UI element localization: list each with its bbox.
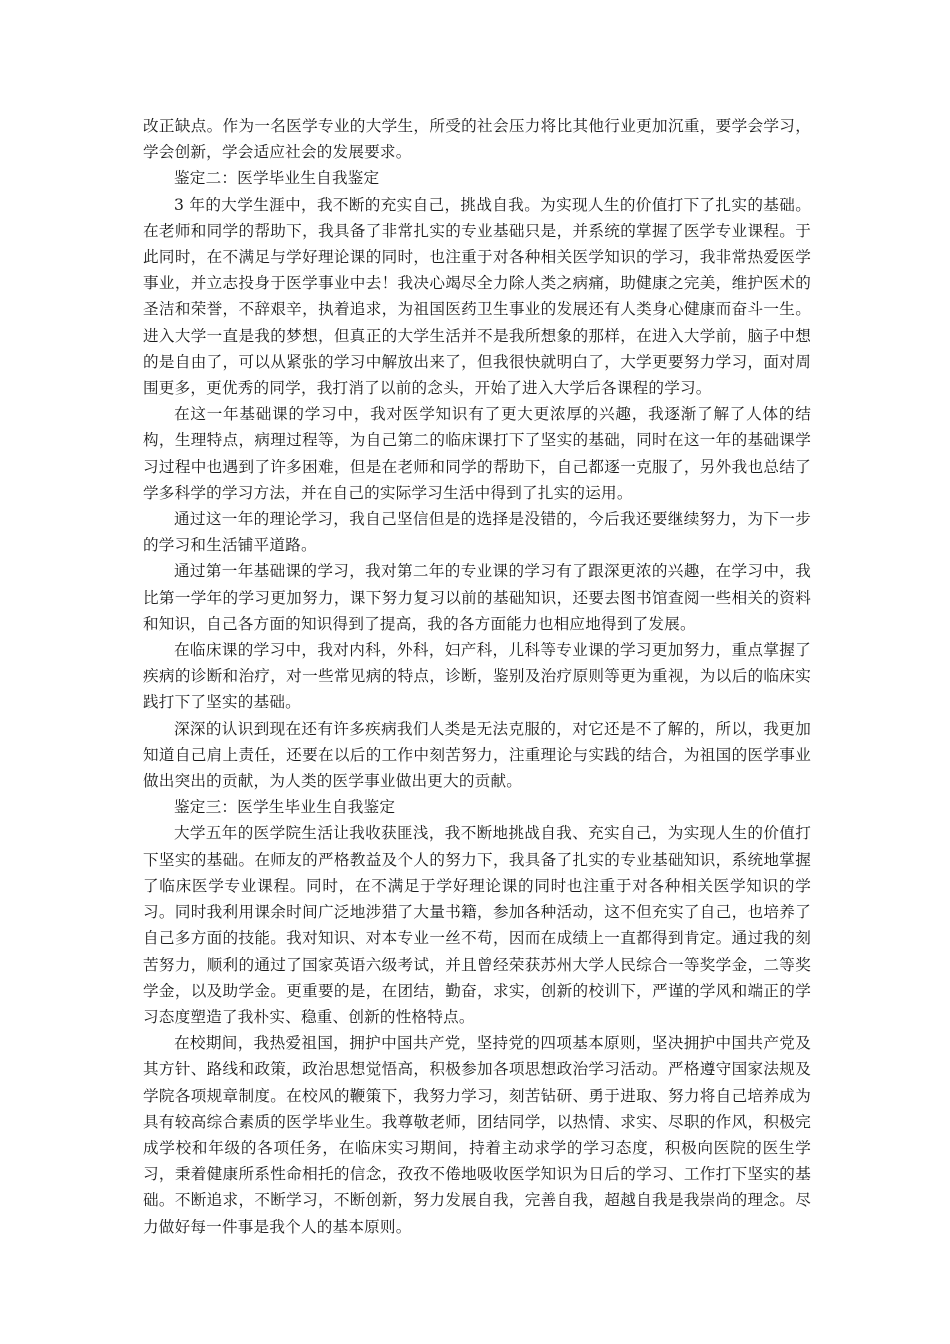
paragraph: 在临床课的学习中，我对内科，外科，妇产科，儿科等专业课的学习更加努力，重点掌握了疾病的诊断和治疗，对一些常见病的特点，诊断，鉴别及治疗原则等更为重视，为以后的临床实践打下了坚实的基础。 <box>143 641 811 712</box>
paragraph: 深深的认识到现在还有许多疾病我们人类是无法克服的，对它还是不了解的，所以，我更加知道自己肩上责任，还要在以后的工作中刻苦努力，注重理论与实践的结合，为祖国的医学事业做出突出的贡献，为人类的医学事业做出更大的贡献。 <box>143 719 811 791</box>
paragraph: 通过这一年的理论学习，我自己坚信但是的选择是没错的，今后我还要继续努力，为下一步的学习和生活铺平道路。 <box>143 510 811 555</box>
paragraph: 通过第一年基础课的学习，我对第二年的专业课的学习有了跟深更浓的兴趣，在学习中，我比第一学年的学习更加努力，课下努力复习以前的基础知识，还要去图书馆查阅一些相关的资料和知识，自己各方面的知识得到了提高，我的各方面能力也相应地得到了发展。 <box>143 562 811 633</box>
document-body <box>143 113 811 1240</box>
paragraph: 3 年的大学生涯中，我不断的充实自己，挑战自我。为实现人生的价值打下了扎实的基础。在老师和同学的帮助下，我具备了非常扎实的专业基础只是，并系统的掌握了医学专业课程。于此同时，在不满足与学好理论课的同时，也注重于对各种相关医学知识的学习，我非常热爱医学事业，并立志投身于医学事业中去！我决心竭尽全力除人类之病痛，助健康之完美，维护医术的圣洁和荣誉，不辞艰辛，执着追求，为祖国医药卫生事业的发展还有人类身心健康而奋斗一生。进入大学一直是我的梦想，但真正的大学生活并不是我所想象的那样，在进入大学前，脑子中想的是自由了，可以从紧张的学习中解放出来了，但我很快就明白了，大学更要努力学习，面对周围更多，更优秀的同学，我打消了以前的念头，开始了进入大学后各课程的学习。 <box>143 195 811 398</box>
paragraph: 在校期间，我热爱祖国，拥护中国共产党，坚持党的四项基本原则，坚决拥护中国共产党及其方针、路线和政策，政治思想觉悟高，积极参加各项思想政治学习活动。严格遵守国家法规及学院各项规章制度。在校风的鞭策下，我努力学习，刻苦钻研、勇于进取、努力将自己培养成为具有较高综合素质的医学毕业生。我尊敬老师，团结同学，以热情、求实、尽职的作风，积极完成学校和年级的各项任务，在临床实习期间，持着主动求学的学习态度，积极向医院的医生学习，秉着健康所系性命相托的信念，孜孜不倦地吸收医学知识为日后的学习、工作打下坚实的基础。不断追求，不断学习，不断创新，努力发展自我，完善自我，超越自我是我崇尚的理念。尽力做好每一件事是我个人的基本原则。 <box>143 1034 811 1236</box>
section-heading: 鉴定二：医学毕业生自我鉴定 <box>174 169 380 188</box>
section-heading: 鉴定三：医学生毕业生自我鉴定 <box>174 798 396 817</box>
paragraph: 在这一年基础课的学习中，我对医学知识有了更大更浓厚的兴趣，我逐渐了解了人体的结构，生理特点，病理过程等，为自己第二的临床课打下了坚实的基础，同时在这一年的基础课学习过程中也遇到了许多困难，但是在老师和同学的帮助下，自己都逐一克服了，另外我也总结了学多科学的学习方法，并在自己的实际学习生活中得到了扎实的运用。 <box>143 405 811 502</box>
paragraph: 改正缺点。作为一名医学专业的大学生，所受的社会压力将比其他行业更加沉重，要学会学习，学会创新，学会适应社会的发展要求。 <box>143 117 811 162</box>
paragraph: 大学五年的医学院生活让我收获匪浅，我不断地挑战自我、充实自己，为实现人生的价值打下坚实的基础。在师友的严格教益及个人的努力下，我具备了扎实的专业基础知识，系统地掌握了临床医学专业课程。同时，在不满足于学好理论课的同时也注重于对各种相关医学知识的学习。同时我利用课余时间广泛地涉猎了大量书籍，参加各种活动，这不但充实了自己，也培养了自己多方面的技能。我对知识、对本专业一丝不苟，因而在成绩上一直都得到肯定。通过我的刻苦努力，顺利的通过了国家英语六级考试，并且曾经荣获苏州大学人民综合一等奖学金，二等奖学金，以及助学金。更重要的是，在团结，勤奋，求实，创新的校训下，严谨的学风和端正的学习态度塑造了我朴实、稳重、创新的性格特点。 <box>143 824 811 1026</box>
